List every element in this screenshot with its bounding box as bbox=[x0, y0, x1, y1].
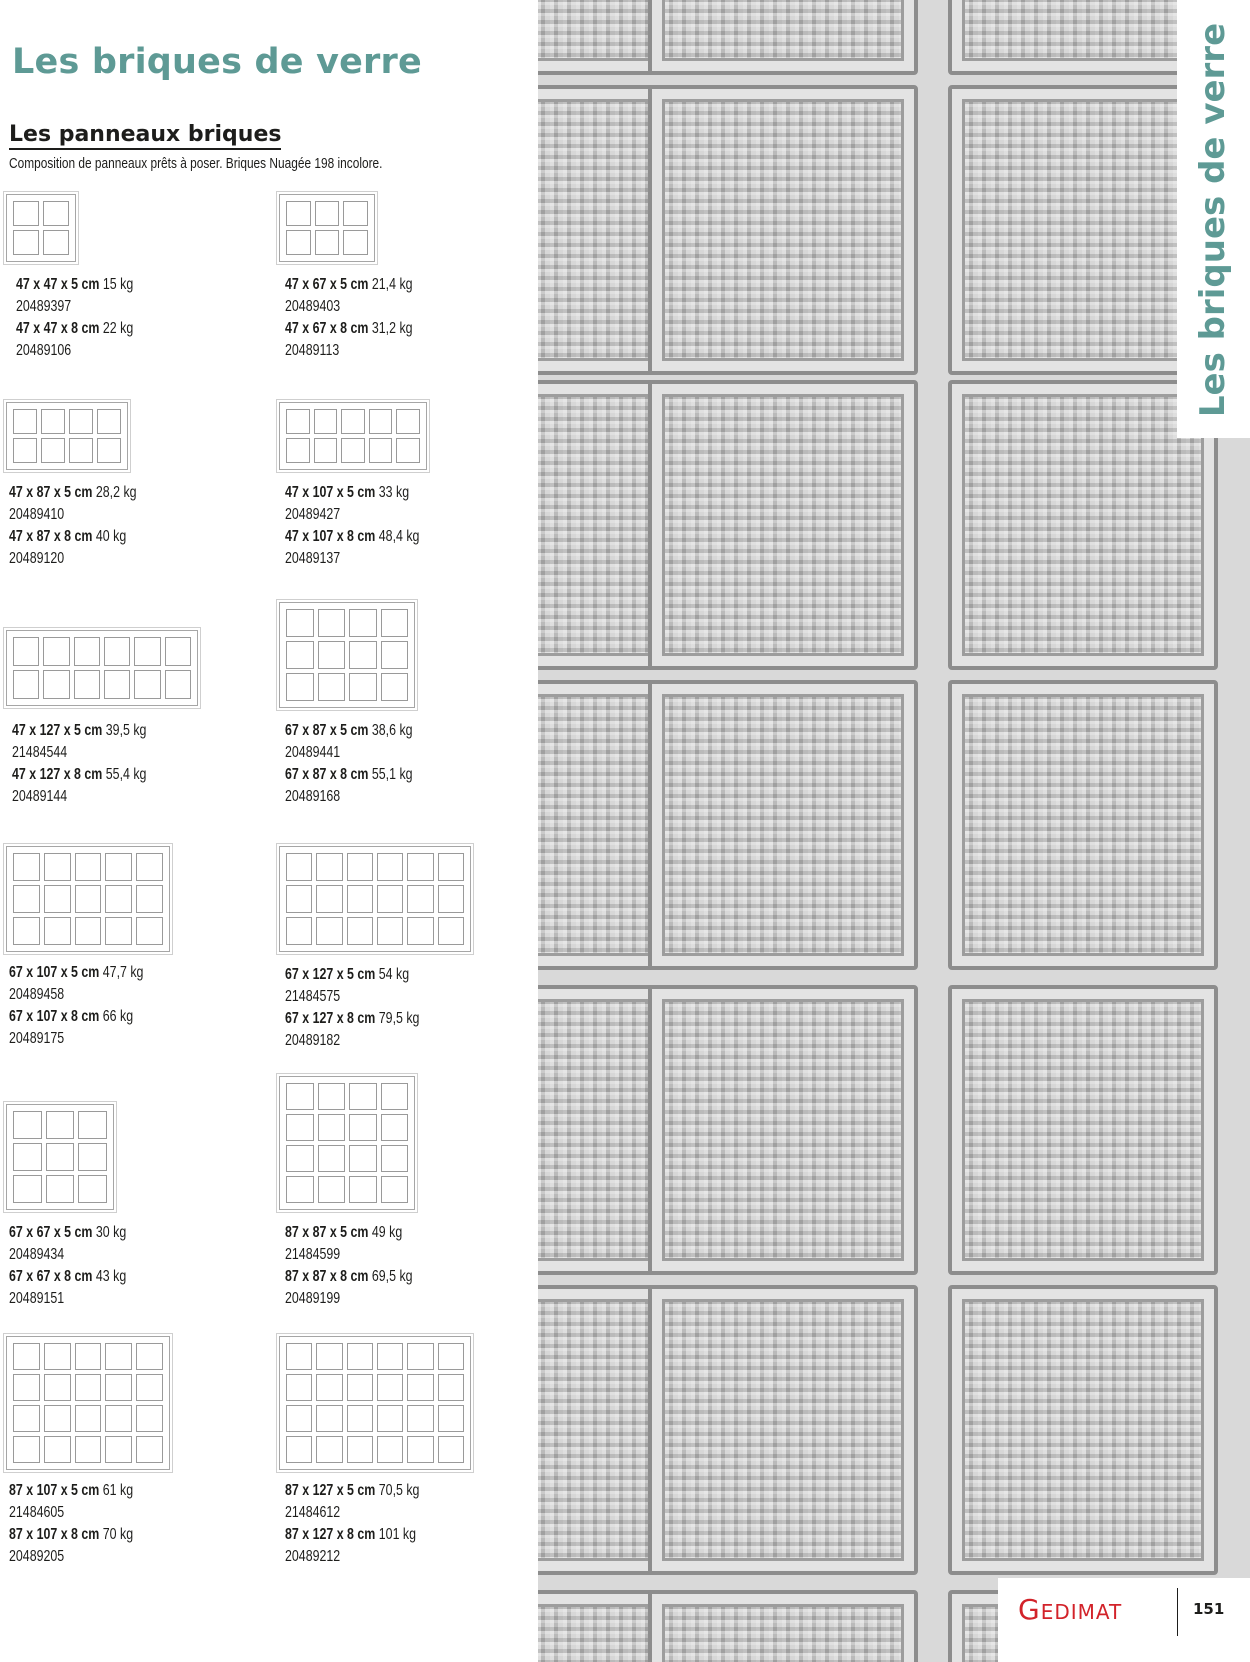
brick-cell bbox=[343, 201, 368, 226]
brick-cell bbox=[377, 1405, 403, 1432]
brick-cell bbox=[381, 1176, 409, 1203]
reference-5cm: 20489397 bbox=[16, 298, 72, 315]
brick-cell bbox=[369, 438, 393, 463]
brick-cell bbox=[316, 885, 342, 913]
dimension-8cm: 47 x 107 x 8 cm bbox=[285, 528, 376, 545]
brick-cell bbox=[78, 1111, 107, 1139]
weight-8cm: 48,4 kg bbox=[378, 528, 420, 545]
reference-8cm: 20489175 bbox=[9, 1030, 65, 1047]
weight-8cm: 31,2 kg bbox=[371, 320, 413, 337]
reference-5cm: 20489410 bbox=[9, 506, 65, 523]
brick-cell bbox=[286, 1114, 314, 1141]
brick-cell bbox=[13, 409, 37, 434]
brick-cell bbox=[97, 409, 121, 434]
brick-cell bbox=[44, 885, 71, 913]
brick-cell bbox=[136, 853, 163, 881]
glass-brick bbox=[648, 1590, 918, 1662]
product-specs bbox=[9, 1222, 126, 1310]
glass-brick-photo bbox=[538, 0, 1250, 1662]
panel-diagram bbox=[6, 846, 170, 952]
brick-cell bbox=[44, 1374, 71, 1401]
brick-cell bbox=[341, 438, 365, 463]
brick-cell bbox=[44, 917, 71, 945]
brick-cell bbox=[318, 1176, 346, 1203]
dimension-5cm: 67 x 67 x 5 cm bbox=[9, 1224, 93, 1241]
weight-8cm: 55,1 kg bbox=[371, 766, 413, 783]
brick-cell bbox=[377, 853, 403, 881]
brick-cell bbox=[75, 917, 102, 945]
dimension-5cm: 47 x 127 x 5 cm bbox=[12, 722, 103, 739]
brick-cell bbox=[13, 637, 39, 666]
product-specs bbox=[9, 482, 137, 570]
weight-5cm: 21,4 kg bbox=[371, 276, 413, 293]
brick-cell bbox=[286, 1145, 314, 1172]
panel-diagram bbox=[6, 1104, 114, 1210]
dimension-8cm: 67 x 67 x 8 cm bbox=[9, 1268, 93, 1285]
brick-cell bbox=[316, 1374, 342, 1401]
brick-cell bbox=[407, 853, 433, 881]
reference-8cm: 20489182 bbox=[285, 1032, 341, 1049]
brick-cell bbox=[13, 1405, 40, 1432]
brick-cell bbox=[46, 1111, 75, 1139]
dimension-5cm: 67 x 107 x 5 cm bbox=[9, 964, 100, 981]
brick-cell bbox=[349, 609, 377, 637]
weight-5cm: 47,7 kg bbox=[102, 964, 144, 981]
brick-cell bbox=[286, 1176, 314, 1203]
brick-cell bbox=[75, 1374, 102, 1401]
reference-8cm: 20489113 bbox=[285, 342, 340, 359]
brick-cell bbox=[381, 673, 409, 701]
brick-cell bbox=[377, 917, 403, 945]
brick-cell bbox=[78, 1143, 107, 1171]
brick-cell bbox=[438, 885, 464, 913]
reference-8cm: 20489120 bbox=[9, 550, 65, 567]
brick-cell bbox=[316, 1343, 342, 1370]
brick-cell bbox=[105, 885, 132, 913]
brick-cell bbox=[381, 641, 409, 669]
brick-cell bbox=[105, 1405, 132, 1432]
brick-cell bbox=[349, 1114, 377, 1141]
brick-cell bbox=[318, 641, 346, 669]
brick-cell bbox=[286, 1436, 312, 1463]
brick-cell bbox=[43, 230, 69, 255]
brick-cell bbox=[75, 885, 102, 913]
panel-diagram bbox=[279, 402, 427, 470]
dimension-5cm: 87 x 107 x 5 cm bbox=[9, 1482, 100, 1499]
dimension-8cm: 67 x 107 x 8 cm bbox=[9, 1008, 100, 1025]
brick-cell bbox=[381, 1145, 409, 1172]
brick-cell bbox=[136, 885, 163, 913]
brick-cell bbox=[318, 1114, 346, 1141]
panel-diagram bbox=[279, 846, 471, 952]
weight-5cm: 49 kg bbox=[371, 1224, 403, 1241]
weight-5cm: 38,6 kg bbox=[371, 722, 413, 739]
brick-cell bbox=[407, 1343, 433, 1370]
brick-cell bbox=[286, 1374, 312, 1401]
dimension-5cm: 67 x 87 x 5 cm bbox=[285, 722, 369, 739]
brick-cell bbox=[381, 1114, 409, 1141]
dimension-8cm: 47 x 67 x 8 cm bbox=[285, 320, 369, 337]
weight-8cm: 66 kg bbox=[102, 1008, 134, 1025]
brick-cell bbox=[315, 230, 340, 255]
weight-5cm: 61 kg bbox=[102, 1482, 134, 1499]
brick-cell bbox=[136, 917, 163, 945]
brick-cell bbox=[69, 438, 93, 463]
brick-cell bbox=[44, 853, 71, 881]
brick-cell bbox=[136, 1343, 163, 1370]
weight-5cm: 70,5 kg bbox=[378, 1482, 420, 1499]
weight-5cm: 39,5 kg bbox=[105, 722, 147, 739]
brick-cell bbox=[78, 1175, 107, 1203]
dimension-8cm: 47 x 87 x 8 cm bbox=[9, 528, 93, 545]
brick-cell bbox=[13, 230, 39, 255]
weight-8cm: 22 kg bbox=[102, 320, 134, 337]
dimension-8cm: 67 x 87 x 8 cm bbox=[285, 766, 369, 783]
brick-cell bbox=[13, 1143, 42, 1171]
brick-cell bbox=[318, 1083, 346, 1110]
brick-cell bbox=[286, 409, 310, 434]
brick-cell bbox=[165, 637, 191, 666]
section-title: Les panneaux briques bbox=[9, 122, 281, 150]
product-specs bbox=[285, 964, 419, 1052]
reference-5cm: 21484599 bbox=[285, 1246, 341, 1263]
glass-brick bbox=[648, 0, 918, 75]
dimension-5cm: 47 x 107 x 5 cm bbox=[285, 484, 376, 501]
brick-cell bbox=[438, 1374, 464, 1401]
brick-cell bbox=[13, 853, 40, 881]
dimension-5cm: 87 x 87 x 5 cm bbox=[285, 1224, 369, 1241]
panel-diagram bbox=[6, 194, 76, 262]
side-tab-label: Les briques de verre bbox=[1193, 22, 1233, 418]
weight-5cm: 54 kg bbox=[378, 966, 410, 983]
brick-cell bbox=[75, 1436, 102, 1463]
reference-8cm: 20489168 bbox=[285, 788, 341, 805]
glass-brick bbox=[648, 985, 918, 1275]
brick-cell bbox=[75, 1343, 102, 1370]
reference-5cm: 20489441 bbox=[285, 744, 341, 761]
brick-cell bbox=[69, 409, 93, 434]
brick-cell bbox=[105, 1374, 132, 1401]
reference-8cm: 20489106 bbox=[16, 342, 72, 359]
brick-cell bbox=[438, 1405, 464, 1432]
panel-diagram bbox=[279, 602, 415, 708]
reference-5cm: 20489403 bbox=[285, 298, 341, 315]
glass-brick bbox=[948, 1285, 1218, 1575]
reference-5cm: 20489458 bbox=[9, 986, 65, 1003]
brick-cell bbox=[286, 438, 310, 463]
brick-cell bbox=[318, 609, 346, 637]
brick-cell bbox=[407, 1374, 433, 1401]
page-number: 151 bbox=[1193, 1600, 1225, 1618]
brick-cell bbox=[314, 438, 338, 463]
brick-cell bbox=[349, 673, 377, 701]
brick-cell bbox=[74, 637, 100, 666]
reference-5cm: 20489427 bbox=[285, 506, 341, 523]
brick-cell bbox=[347, 917, 373, 945]
brick-cell bbox=[75, 853, 102, 881]
dimension-5cm: 47 x 87 x 5 cm bbox=[9, 484, 93, 501]
brick-cell bbox=[407, 885, 433, 913]
weight-8cm: 43 kg bbox=[95, 1268, 127, 1285]
brick-cell bbox=[286, 917, 312, 945]
brick-cell bbox=[316, 917, 342, 945]
dimension-8cm: 67 x 127 x 8 cm bbox=[285, 1010, 376, 1027]
brick-cell bbox=[43, 201, 69, 226]
brick-cell bbox=[438, 917, 464, 945]
glass-brick bbox=[948, 985, 1218, 1275]
page-title: Les briques de verre bbox=[12, 42, 422, 82]
brick-cell bbox=[13, 201, 39, 226]
brick-cell bbox=[105, 1436, 132, 1463]
brick-cell bbox=[349, 1145, 377, 1172]
weight-8cm: 70 kg bbox=[102, 1526, 134, 1543]
product-specs bbox=[285, 1480, 419, 1568]
brick-cell bbox=[286, 641, 314, 669]
brick-cell bbox=[438, 1436, 464, 1463]
reference-8cm: 20489144 bbox=[12, 788, 68, 805]
brick-cell bbox=[13, 1436, 40, 1463]
brick-cell bbox=[104, 637, 130, 666]
brick-cell bbox=[381, 609, 409, 637]
dimension-8cm: 87 x 87 x 8 cm bbox=[285, 1268, 369, 1285]
brick-cell bbox=[286, 230, 311, 255]
gedimat-logo: Gedimat bbox=[1018, 1593, 1123, 1626]
brick-cell bbox=[349, 641, 377, 669]
dimension-8cm: 87 x 127 x 8 cm bbox=[285, 1526, 376, 1543]
weight-8cm: 79,5 kg bbox=[378, 1010, 420, 1027]
brick-cell bbox=[407, 1436, 433, 1463]
brick-cell bbox=[13, 438, 37, 463]
brick-cell bbox=[438, 1343, 464, 1370]
dimension-5cm: 87 x 127 x 5 cm bbox=[285, 1482, 376, 1499]
panel-diagram bbox=[279, 194, 375, 262]
brick-cell bbox=[316, 853, 342, 881]
product-specs bbox=[16, 274, 133, 362]
dimension-5cm: 47 x 67 x 5 cm bbox=[285, 276, 369, 293]
product-specs bbox=[285, 482, 419, 570]
brick-cell bbox=[104, 670, 130, 699]
glass-brick bbox=[948, 680, 1218, 970]
brick-cell bbox=[134, 670, 160, 699]
brick-cell bbox=[286, 1083, 314, 1110]
glass-brick bbox=[648, 1285, 918, 1575]
product-specs bbox=[12, 720, 146, 808]
product-specs bbox=[9, 1480, 133, 1568]
brick-cell bbox=[13, 885, 40, 913]
brick-cell bbox=[136, 1374, 163, 1401]
brick-cell bbox=[134, 637, 160, 666]
brick-cell bbox=[347, 1405, 373, 1432]
product-specs bbox=[285, 720, 413, 808]
brick-cell bbox=[286, 609, 314, 637]
brick-cell bbox=[97, 438, 121, 463]
brick-cell bbox=[13, 1343, 40, 1370]
brick-cell bbox=[75, 1405, 102, 1432]
brick-cell bbox=[347, 1374, 373, 1401]
brick-cell bbox=[41, 409, 65, 434]
product-specs bbox=[9, 962, 143, 1050]
brick-cell bbox=[105, 1343, 132, 1370]
panel-diagram bbox=[6, 1336, 170, 1470]
brick-cell bbox=[396, 409, 420, 434]
brick-cell bbox=[44, 1405, 71, 1432]
brick-cell bbox=[286, 201, 311, 226]
brick-cell bbox=[377, 1343, 403, 1370]
panel-diagram bbox=[6, 630, 198, 706]
brick-cell bbox=[369, 409, 393, 434]
weight-8cm: 40 kg bbox=[95, 528, 127, 545]
dimension-8cm: 87 x 107 x 8 cm bbox=[9, 1526, 100, 1543]
brick-cell bbox=[343, 230, 368, 255]
brick-cell bbox=[407, 1405, 433, 1432]
brick-cell bbox=[347, 1343, 373, 1370]
reference-8cm: 20489199 bbox=[285, 1290, 341, 1307]
brick-cell bbox=[347, 1436, 373, 1463]
brick-cell bbox=[349, 1176, 377, 1203]
brick-cell bbox=[377, 1374, 403, 1401]
weight-8cm: 101 kg bbox=[378, 1526, 417, 1543]
weight-8cm: 69,5 kg bbox=[371, 1268, 413, 1285]
brick-cell bbox=[74, 670, 100, 699]
product-specs bbox=[285, 1222, 413, 1310]
brick-cell bbox=[43, 637, 69, 666]
brick-cell bbox=[286, 673, 314, 701]
brick-cell bbox=[407, 917, 433, 945]
section-description: Composition de panneaux prêts à poser. Briques Nuagée 198 incolore. bbox=[9, 156, 383, 172]
brick-cell bbox=[381, 1083, 409, 1110]
brick-cell bbox=[349, 1083, 377, 1110]
glass-brick bbox=[648, 85, 918, 375]
product-specs bbox=[285, 274, 413, 362]
footer-divider bbox=[1177, 1588, 1178, 1636]
brick-cell bbox=[105, 917, 132, 945]
reference-8cm: 20489212 bbox=[285, 1548, 341, 1565]
reference-8cm: 20489137 bbox=[285, 550, 341, 567]
brick-cell bbox=[396, 438, 420, 463]
brick-cell bbox=[377, 1436, 403, 1463]
brick-cell bbox=[41, 438, 65, 463]
reference-8cm: 20489205 bbox=[9, 1548, 65, 1565]
brick-cell bbox=[105, 853, 132, 881]
brick-cell bbox=[44, 1436, 71, 1463]
brick-cell bbox=[46, 1143, 75, 1171]
brick-cell bbox=[318, 1145, 346, 1172]
brick-cell bbox=[286, 853, 312, 881]
brick-cell bbox=[314, 409, 338, 434]
brick-cell bbox=[347, 853, 373, 881]
reference-5cm: 20489434 bbox=[9, 1246, 65, 1263]
brick-cell bbox=[165, 670, 191, 699]
brick-cell bbox=[315, 201, 340, 226]
brick-cell bbox=[46, 1175, 75, 1203]
dimension-5cm: 47 x 47 x 5 cm bbox=[16, 276, 100, 293]
panel-diagram bbox=[279, 1336, 471, 1470]
panel-diagram bbox=[279, 1076, 415, 1210]
brick-cell bbox=[341, 409, 365, 434]
brick-cell bbox=[286, 1405, 312, 1432]
weight-5cm: 28,2 kg bbox=[95, 484, 137, 501]
reference-5cm: 21484605 bbox=[9, 1504, 65, 1521]
brick-cell bbox=[44, 1343, 71, 1370]
reference-5cm: 21484612 bbox=[285, 1504, 341, 1521]
brick-cell bbox=[286, 885, 312, 913]
weight-5cm: 33 kg bbox=[378, 484, 410, 501]
glass-brick bbox=[648, 680, 918, 970]
brick-cell bbox=[438, 853, 464, 881]
weight-5cm: 30 kg bbox=[95, 1224, 127, 1241]
brick-cell bbox=[286, 1343, 312, 1370]
weight-8cm: 55,4 kg bbox=[105, 766, 147, 783]
brick-cell bbox=[318, 673, 346, 701]
brick-cell bbox=[316, 1405, 342, 1432]
reference-5cm: 21484544 bbox=[12, 744, 68, 761]
brick-cell bbox=[13, 670, 39, 699]
brick-cell bbox=[347, 885, 373, 913]
dimension-8cm: 47 x 127 x 8 cm bbox=[12, 766, 103, 783]
brick-cell bbox=[136, 1436, 163, 1463]
brick-cell bbox=[13, 1111, 42, 1139]
reference-5cm: 21484575 bbox=[285, 988, 341, 1005]
glass-brick bbox=[648, 380, 918, 670]
brick-cell bbox=[136, 1405, 163, 1432]
brick-cell bbox=[316, 1436, 342, 1463]
brick-cell bbox=[13, 917, 40, 945]
brick-cell bbox=[13, 1175, 42, 1203]
panel-diagram bbox=[6, 402, 128, 470]
dimension-5cm: 67 x 127 x 5 cm bbox=[285, 966, 376, 983]
brick-cell bbox=[13, 1374, 40, 1401]
reference-8cm: 20489151 bbox=[9, 1290, 65, 1307]
brick-cell bbox=[43, 670, 69, 699]
brick-cell bbox=[377, 885, 403, 913]
weight-5cm: 15 kg bbox=[102, 276, 134, 293]
dimension-8cm: 47 x 47 x 8 cm bbox=[16, 320, 100, 337]
